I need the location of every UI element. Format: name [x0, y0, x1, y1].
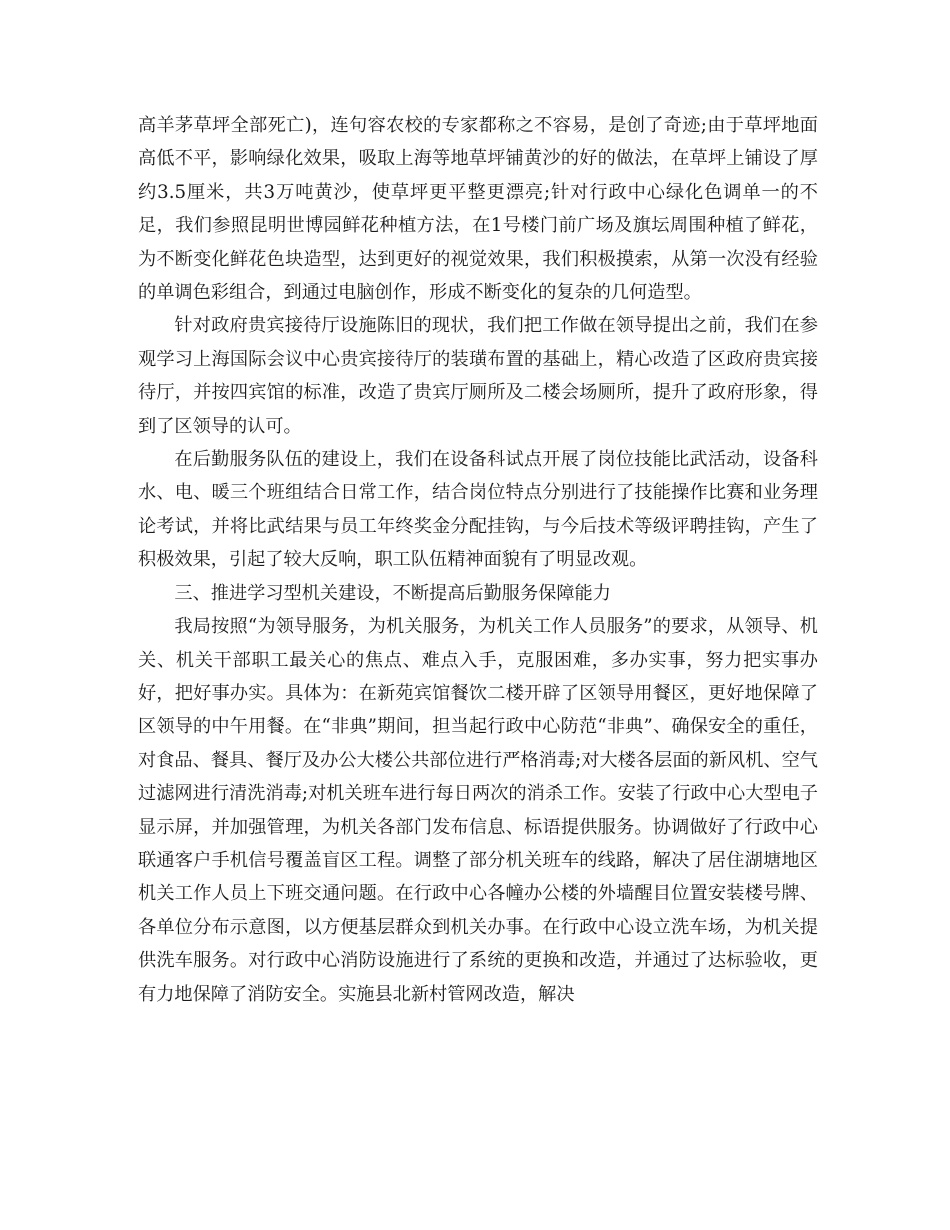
paragraph-2: 针对政府贵宾接待厅设施陈旧的现状，我们把工作做在领导提出之前，我们在参观学习上海国际会议中心贵宾接待厅的装璜布置的基础上，精心改造了区政府贵宾接待厅，并按四宾馆的标准，改造了贵宾厅厕所及二楼会场厕所，提升了政府形象，得到了区领导的认可。	[138, 315, 818, 437]
paragraph-1: 高羊茅草坪全部死亡)，连句容农校的专家都称之不容易，是创了奇迹;由于草坪地面高低不平，影响绿化效果，吸取上海等地草坪铺黄沙的好的做法，在草坪上铺设了厚约3.5厘米，共3万吨黄沙，使草坪更平整更漂亮;针对行政中心绿化色调单一的不足，我们参照昆明世博园鲜花种植方法，在1号楼门前广场及旗坛周围种植了鲜花，为不断变化鲜花色块造型，达到更好的视觉效果，我们积极摸索，从第一次没有经验的单调色彩组合，到通过电脑创作，形成不断变化的复杂的几何造型。	[138, 115, 818, 304]
section-heading: 三、推进学习型机关建设，不断提高后勤服务保障能力	[174, 582, 611, 604]
paragraph-4: 我局按照“为领导服务，为机关服务，为机关工作人员服务”的要求，从领导、机关、机关干部职工最关心的焦点、难点入手，克服困难，多办实事，努力把实事办好，把好事办实。具体为：在新苑宾馆餐饮二楼开辟了区领导用餐区，更好地保障了区领导的中午用餐。在“非典”期间，担当起行政中心防范“非典”、确保安全的重任，对食品、餐具、餐厅及办公大楼公共部位进行严格消毒;对大楼各层面的新风机、空气过滤网进行清洗消毒;对机关班车进行每日两次的消杀工作。安装了行政中心大型电子显示屏，并加强管理，为机关各部门发布信息、标语提供服务。协调做好了行政中心联通客户手机信号覆盖盲区工程。调整了部分机关班车的线路，解决了居住湖塘地区机关工作人员上下班交通问题。在行政中心各幢办公楼的外墙醒目位置安装楼号牌、各单位分布示意图，以方便基层群众到机关办事。在行政中心设立洗车场，为机关提供洗车服务。对行政中心消防设施进行了系统的更换和改造，并通过了达标验收，更有力地保障了消防安全。实施县北新村管网改造，解决	[138, 616, 818, 1005]
paragraph-3: 在后勤服务队伍的建设上，我们在设备科试点开展了岗位技能比武活动，设备科水、电、暖三个班组结合日常工作，结合岗位特点分别进行了技能操作比赛和业务理论考试，并将比武结果与员工年终奖金分配挂钩，与今后技术等级评聘挂钩，产生了积极效果，引起了较大反响，职工队伍精神面貌有了明显改观。	[138, 449, 818, 571]
document-body	[138, 109, 818, 1011]
